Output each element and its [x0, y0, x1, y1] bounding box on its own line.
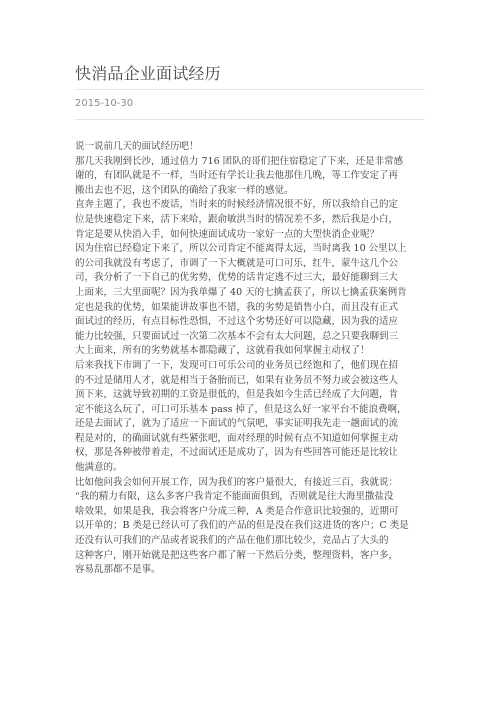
body-line: 还是去面试了，就为了适应一下面试的气氛吧，事实证明我先走一趟面试的流 [75, 418, 399, 430]
body-line: 搬出去也不迟，这个团队的确给了我家一样的感觉。 [75, 184, 294, 196]
body-line: 以开单的；B 类是已经认可了我们的产品的但是没在我们这进货的客户；C 类是 [75, 520, 409, 532]
body-line: 那几天我刚到长沙，通过倍力 716 团队的哥们把住宿稳定了下来，还是非常感 [75, 155, 404, 167]
body-line: 的公司我就没有考虑了，市调了一下大概就是可口可乐，红牛，蒙牛这几个公 [75, 257, 399, 269]
body-line: 的不过是储用人才，就是相当于备胎而已，如果有业务员不努力或会被这些人 [75, 374, 399, 386]
body-line: 说一说前几天的面试经历吧！ [75, 141, 199, 152]
body-line: 直奔主题了，我也不废话，当时来的时候经济情况很不好，所以我给自己的定 [75, 199, 399, 211]
body-line: 大上面来，所有的劣势就基本都隐藏了，这就看我如何掌握主动权了！ [75, 345, 370, 357]
body-line: 司，我分析了一下自己的优劣势，优势的话肯定逃不过三大，最好能聊到三大 [75, 272, 399, 284]
body-line: 谢的，有团队就是不一样，当时还有学长让我去他那住几晚，等工作安定了再 [75, 170, 399, 182]
body-line: 程是对的，的确面试就有些紧张吧，面对经理的时候有点不知道如何掌握主动 [75, 432, 399, 444]
body-line: 位是快速稳定下来，活下来哈，跟俞敏洪当时的情况差不多，然后我是小白， [75, 213, 399, 225]
body-line: 权，那是各种被带着走，不过面试还是成功了，因为有些回答可能还是比较让 [75, 447, 399, 459]
body-line: 定不能这么玩了，可口可乐基本 pass 掉了，但是这么好一家平台不能浪费啊， [75, 403, 407, 415]
body-line: 容易乱那都不是事。 [75, 564, 161, 576]
body-line: 因为住宿已经稳定下来了，所以公司肯定不能离得太远，当时离我 10 公里以上 [75, 243, 407, 255]
publish-date: 2015-10-30 [75, 98, 134, 109]
body-line: 还没有认可我们的产品或者说我们的产品在他们那比较少，竞品占了大头的 [75, 535, 389, 547]
date-divider [75, 119, 425, 120]
body-line: “我的精力有限，这么多客户我肯定不能面面俱到，否则就是往大海里撒盐没 [75, 491, 394, 503]
body-line: 上面来，三大里面呢？因为我单爆了 40 天的七擒孟获了，所以七擒孟获案例肯 [75, 286, 407, 298]
body-line: 他满意的。 [75, 462, 123, 474]
body-line: 肯定是要从快消入手，如何快速面试成功一家好一点的大型快消企业呢？ [75, 228, 380, 240]
body-line: 面试过的经历，有点目标性恐惧，不过这个劣势还好可以隐藏，因为我的适应 [75, 316, 399, 328]
body-line: 定也是我的优势，如果能讲故事也不错，我的劣势是销售小白，而且没有正式 [75, 301, 399, 313]
body-line: 啥效果，如果是我，我会将客户分成三种，A 类是合作意识比较强的，近期可 [75, 505, 399, 517]
body-line: 比如他问我会如何开展工作，因为我们的客户量很大，有接近三百，我就说： [75, 476, 399, 488]
title-divider [75, 89, 425, 90]
body-line: 能力比较强，只要面试过一次第二次基本不会有太大问题，总之只要我聊到三 [75, 330, 399, 342]
body-line: 后来我找下市调了一下，发现可口可乐公司的业务员已经饱和了，他们现在招 [75, 359, 399, 371]
article-title: 快消品企业面试经历 [75, 64, 221, 83]
body-line: 这种客户，刚开始就是把这些客户都了解一下然后分类，整理资料，客户多， [75, 549, 399, 561]
article-body [75, 140, 437, 578]
body-line: 顶下来，这就导致初期的工资是很低的，但是我如今生活已经成了大问题，肯 [75, 389, 399, 401]
